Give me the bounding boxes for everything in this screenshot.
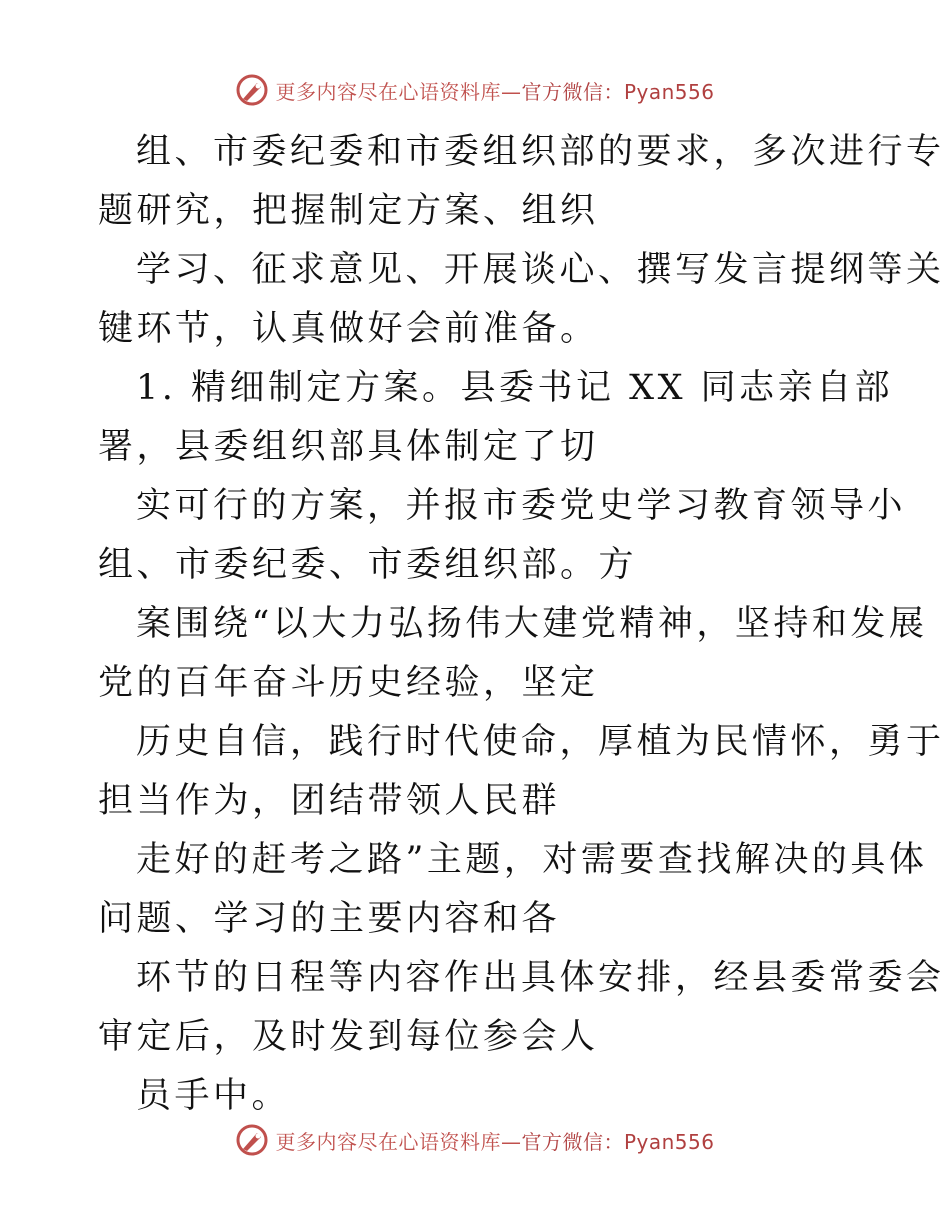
- paragraph-line: 担当作为，团结带领人民群: [98, 781, 561, 821]
- paragraph-line: 1. 精细制定方案。县委书记 XX 同志亲自部: [136, 368, 894, 408]
- banner-contact-text: 官方微信：Pyan556: [521, 79, 715, 104]
- paragraph-line: 环节的日程等内容作出具体安排，经县委常委会: [136, 958, 945, 998]
- header-watermark: [0, 72, 950, 108]
- banner-site-text: 更多内容尽在心语资料库: [275, 1129, 501, 1154]
- banner-separator: —: [500, 79, 522, 104]
- paragraph-line: 键环节，认真做好会前准备。: [98, 309, 599, 349]
- paragraph-line: 署，县委组织部具体制定了切: [98, 427, 599, 467]
- paragraph-line: 员手中。: [136, 1076, 291, 1116]
- paragraph-line: 历史自信，践行时代使命，厚植为民情怀，勇于: [136, 722, 945, 762]
- banner-contact-text: 官方微信：Pyan556: [521, 1129, 715, 1154]
- paragraph-line: 实可行的方案，并报市委党史学习教育领导小: [136, 486, 907, 526]
- banner-site-text: 更多内容尽在心语资料库: [275, 79, 501, 104]
- document-body: [0, 123, 950, 1126]
- paragraph-line: 党的百年奋斗历史经验，坚定: [98, 663, 599, 703]
- paragraph-line: 组、市委纪委和市委组织部的要求，多次进行专: [136, 132, 945, 172]
- paragraph-line: 案围绕“以大力弘扬伟大建党精神，坚持和发展: [136, 604, 928, 644]
- banner-separator: —: [500, 1129, 522, 1154]
- pen-nib-logo-icon: [235, 1123, 269, 1157]
- footer-watermark: [0, 1122, 950, 1158]
- pen-nib-logo-icon: [235, 73, 269, 107]
- paragraph-line: 审定后，及时发到每位参会人: [98, 1017, 599, 1057]
- banner-text: [275, 1126, 714, 1155]
- paragraph-line: 学习、征求意见、开展谈心、撰写发言提纲等关: [136, 250, 945, 290]
- paragraph-line: 问题、学习的主要内容和各: [98, 899, 561, 939]
- paragraph-line: 题研究，把握制定方案、组织: [98, 191, 599, 231]
- paragraph-line: 走好的赶考之路”主题，对需要查找解决的具体: [136, 840, 928, 880]
- banner-text: [275, 76, 714, 105]
- paragraph-line: 组、市委纪委、市委组织部。方: [98, 545, 638, 585]
